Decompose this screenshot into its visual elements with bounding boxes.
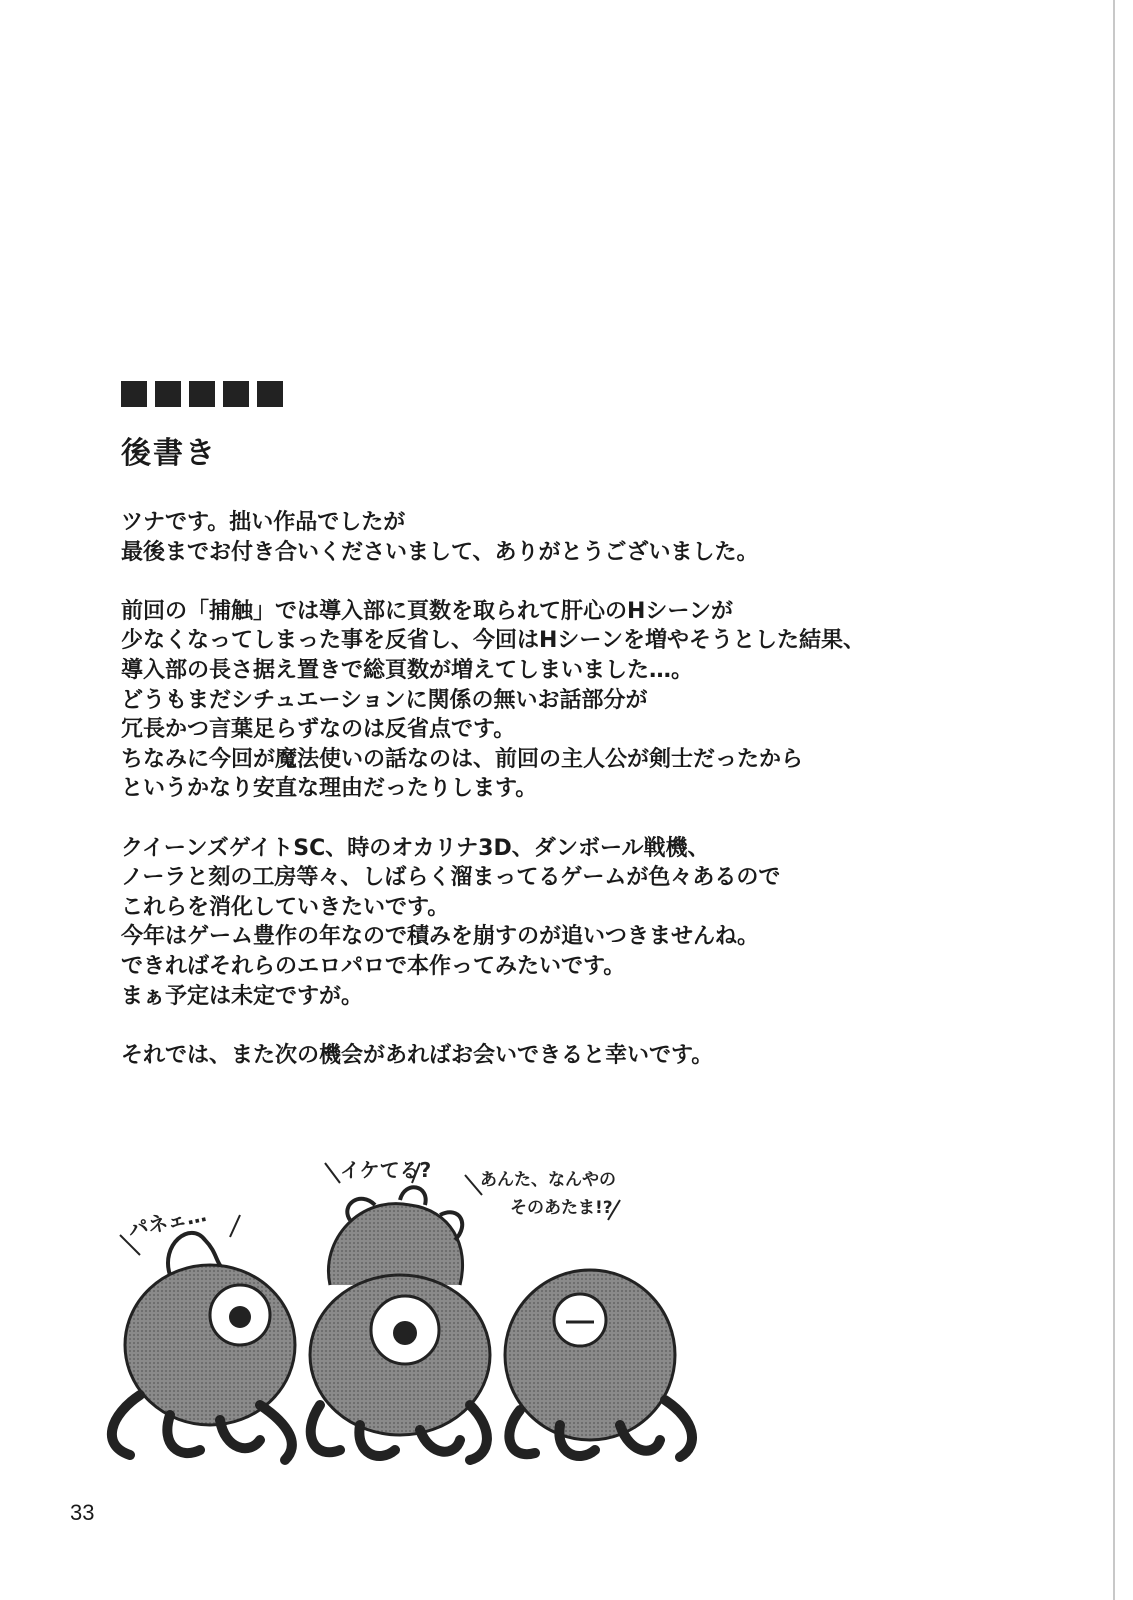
octopus-illustration <box>100 1145 720 1465</box>
section-marker <box>121 381 283 407</box>
text-line: 導入部の長さ据え置きで総頁数が増えてしまいました…。 <box>121 657 694 683</box>
eye-icon <box>554 1294 606 1346</box>
paragraph <box>121 834 1021 1012</box>
text-line: これらを消化していきたいです。 <box>121 894 450 920</box>
text-line: できればそれらのエロパロで本作ってみたいです。 <box>121 953 626 979</box>
marker-square <box>257 381 283 407</box>
page-edge-line <box>1113 0 1115 1600</box>
text-line: クイーンズゲイトSC、時のオカリナ3D、ダンボール戦機、 <box>121 835 710 861</box>
marker-square <box>121 381 147 407</box>
text-line: というかなり安直な理由だったりします。 <box>121 776 538 802</box>
afterword-body <box>121 508 1021 1100</box>
speech-right-1: あんた、なんやの <box>480 1170 616 1190</box>
text-line: ノーラと刻の工房等々、しばらく溜まってるゲームが色々あるので <box>121 865 781 891</box>
text-line: ちなみに今回が魔法使いの話なのは、前回の主人公が剣士だったから <box>121 746 804 772</box>
speech-left: パネェ… <box>126 1201 209 1242</box>
text-line: 冗長かつ言葉足らずなのは反省点です。 <box>121 717 516 743</box>
text-line: まぁ予定は未定ですが。 <box>121 983 364 1009</box>
text-line: 今年はゲーム豊作の年なので積みを崩すのが追いつきませんね。 <box>121 924 760 950</box>
text-line: ツナです。拙い作品でしたが <box>121 510 406 535</box>
paragraph <box>121 1041 1021 1071</box>
text-line: それでは、また次の機会があればお会いできると幸いです。 <box>121 1042 714 1068</box>
text-line: 少なくなってしまった事を反省し、今回はHシーンを増やそうとした結果、 <box>121 628 865 654</box>
octopus-middle <box>310 1187 490 1460</box>
paragraph <box>121 508 1021 567</box>
text-line: 前回の「捕触」では導入部に頁数を取られて肝心のHシーンが <box>121 598 733 624</box>
speech-right-2: そのあたま!? <box>510 1198 613 1218</box>
text-line: 最後までお付き合いくださいまして、ありがとうございました。 <box>121 539 759 565</box>
text-line: どうもまだシチュエーションに関係の無いお話部分が <box>121 687 648 713</box>
marker-square <box>155 381 181 407</box>
speech-middle: イケてる? <box>340 1158 432 1182</box>
octopus-left <box>112 1233 295 1460</box>
paragraph <box>121 597 1021 804</box>
afterword-heading: 後書き <box>121 436 217 471</box>
page-number: 33 <box>70 1500 95 1525</box>
octopus-right <box>505 1270 692 1457</box>
marker-square <box>223 381 249 407</box>
marker-square <box>189 381 215 407</box>
